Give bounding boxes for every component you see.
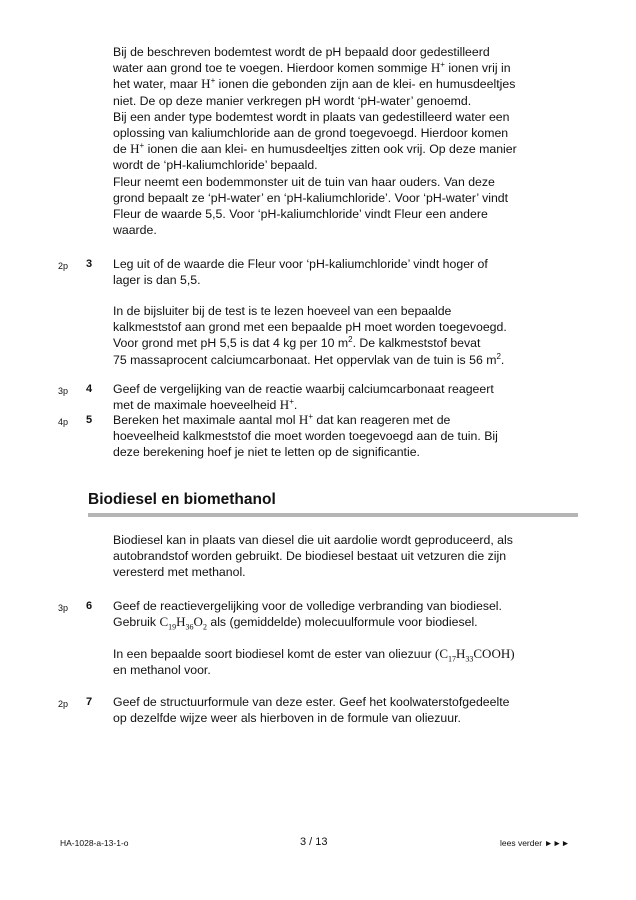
question-points: 2p	[58, 261, 69, 271]
question-points: 2p	[58, 699, 69, 709]
intro-line: Fleur de waarde 5,5. Voor ‘pH-kaliumchloride’ vindt Fleur een andere	[113, 207, 488, 222]
question-text: Geef de structuurformule van deze ester. Geef het koolwaterstofgedeelte op dezelfde wijze weer als hierboven in de formule van oliezuur.	[113, 695, 510, 726]
info-line: In de bijsluiter bij de test is te lezen hoeveel van een bepaalde	[113, 304, 452, 318]
question-text: Geef de reactievergelijking voor de volledige verbranding van biodiesel. Gebruik $C_{19}H_{36}O_2$ als (gemiddelde) molecuulformule voor biodiesel.	[113, 599, 502, 632]
biodiesel-formula: $C_{19}H_{36}O_2$	[159, 614, 207, 632]
info-ester	[113, 646, 583, 678]
intro-line: Bij de beschreven bodemtest wordt de pH bepaald door gedestilleerd	[113, 45, 490, 59]
info-line: veresterd met methanol.	[113, 565, 246, 580]
info-kalkmeststof	[113, 303, 583, 368]
question-points: 3p	[58, 603, 69, 613]
intro-line: Fleur neemt een bodemmonster uit de tuin van haar ouders. Van deze	[113, 174, 495, 189]
intro-line: het water, maar H+ ionen die gebonden zijn aan de klei- en humusdeeltjes	[113, 76, 516, 92]
question-number: 4	[86, 383, 93, 395]
intro-line: grond bepaalt ze ‘pH-water’ en ‘pH-kaliumchloride’. Voor ‘pH-water’ vindt	[113, 190, 509, 205]
intro-text	[113, 44, 583, 238]
question-number: 6	[86, 600, 93, 612]
info-line: autobrandstof worden gebruikt. De biodiesel bestaat uit vetzuren die zijn	[113, 549, 507, 564]
question-points: 4p	[58, 417, 69, 427]
question-number: 7	[86, 696, 93, 708]
question-text: Leg uit of de waarde die Fleur voor ‘pH-kaliumchloride’ vindt hoger of lager is dan 5,5.	[113, 257, 488, 288]
intro-line: waarde.	[113, 223, 157, 238]
info-line: In een bepaalde soort biodiesel komt de ester van oliezuur $(C_{17}H_{33}COOH)$	[113, 646, 515, 664]
info-line: kalkmeststof aan grond met een bepaalde pH moet worden toegevoegd.	[113, 320, 507, 335]
question-number: 3	[86, 258, 93, 270]
next-page-link[interactable]: lees verder ►►►	[500, 838, 570, 848]
intro-line: de H+ ionen die aan klei- en humusdeeltjes zitten ook vrij. Op deze manier	[113, 141, 517, 157]
footer-code: HA-1028-a-13-1-o	[60, 838, 129, 848]
question-text: Bereken het maximale aantal mol H+ dat kan reageren met de hoeveelheid kalkmeststof die moet worden toegevoegd aan de tuin. Bij deze berekening hoef je niet te letten op de significantie.	[113, 411, 498, 460]
oleic-acid-formula: $(C_{17}H_{33}COOH)$	[434, 646, 515, 664]
section-title: Biodiesel en biomethanol	[88, 491, 276, 508]
page-number: 3 / 13	[300, 836, 328, 848]
question-points: 3p	[58, 386, 69, 396]
info-line: 75 massaprocent calciumcarbonaat. Het oppervlak van de tuin is 56 $m^2$.	[113, 351, 505, 367]
intro-line: oplossing van kaliumchloride aan de grond toegevoegd. Hierdoor komen	[113, 126, 509, 141]
intro-line: Bij een ander type bodemtest wordt in plaats van gedestilleerd water een	[113, 109, 510, 124]
info-line: Voor grond met pH 5,5 is dat 4 kg per 10 $m^2$. De kalkmeststof bevat	[113, 335, 481, 351]
question-text: Geef de vergelijking van de reactie waarbij calciumcarbonaat reageert met de maximale hoeveelheid H+.	[113, 382, 494, 413]
info-line: en methanol voor.	[113, 663, 211, 678]
biodiesel-intro	[113, 532, 583, 581]
info-line: Biodiesel kan in plaats van diesel die uit aardolie wordt geproduceerd, als	[113, 533, 513, 547]
section-divider	[88, 513, 578, 517]
intro-line: water aan grond toe te voegen. Hierdoor komen sommige H+ ionen vrij in	[113, 60, 511, 76]
intro-line: wordt de ‘pH-kaliumchloride’ bepaald.	[113, 158, 318, 173]
intro-line: niet. De op deze manier verkregen pH wordt ‘pH-water’ genoemd.	[113, 93, 472, 108]
question-number: 5	[86, 414, 93, 426]
